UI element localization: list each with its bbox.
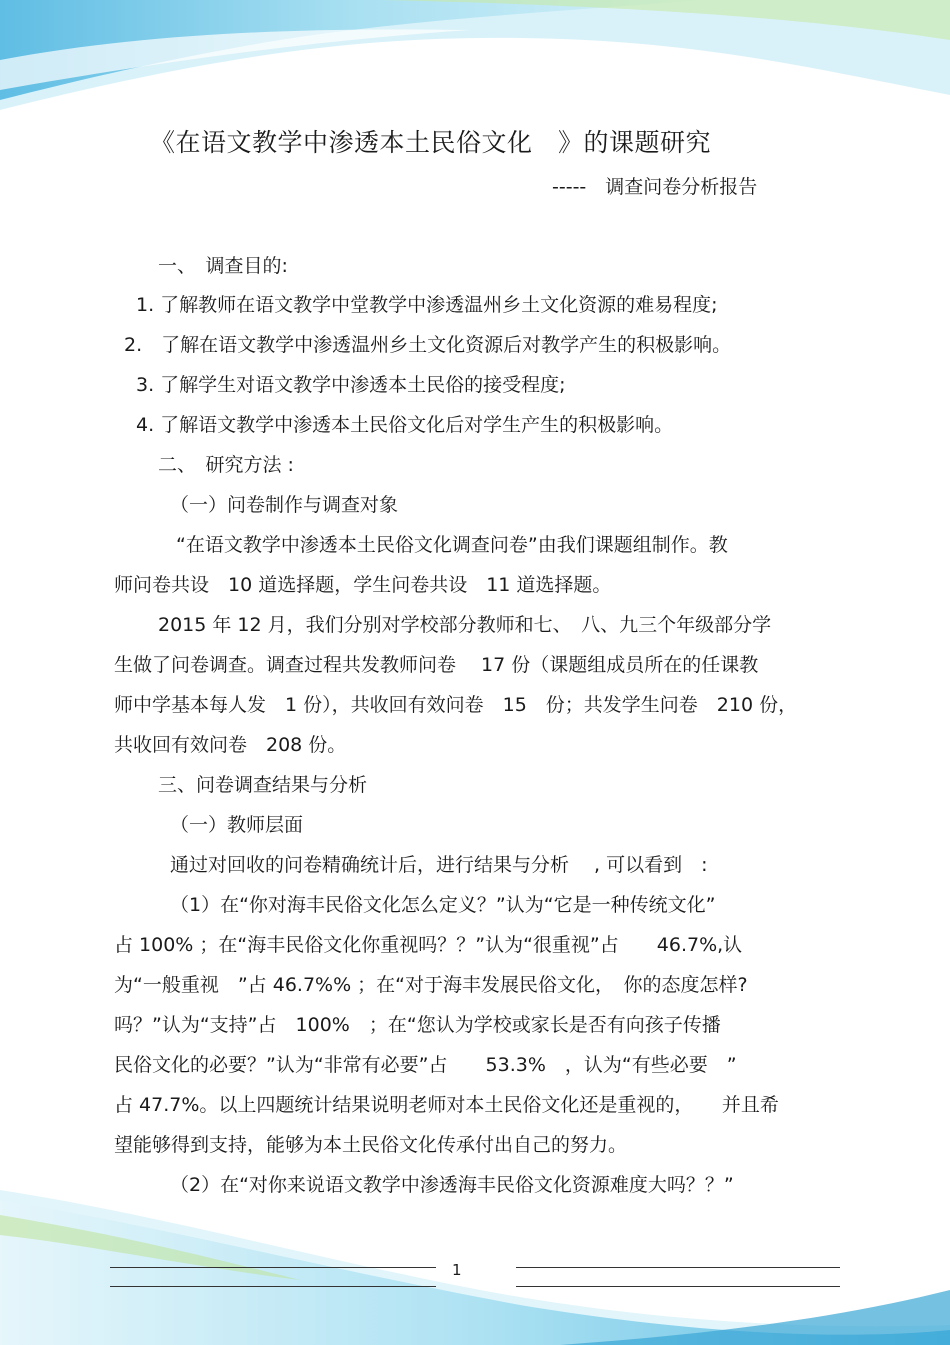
paragraph-line: 师中学基本每人发 1 份），共收回有效问卷 15 份；共发学生问卷 210 份，	[114, 694, 798, 716]
section-heading-3: 三、问卷调查结果与分析	[158, 774, 368, 796]
paragraph-line: 师问卷共设 10 道选择题，学生问卷共设 11 道选择题。	[114, 574, 612, 596]
footer-rule-right-top	[516, 1267, 840, 1268]
list-item: 2. 了解在语文教学中渗透温州乡土文化资源后对教学产生的积极影响。	[124, 334, 732, 356]
document-subtitle: ----- 调查问卷分析报告	[552, 176, 758, 198]
document-title: 《在语文教学中渗透本土民俗文化 》的课题研究	[150, 128, 712, 157]
list-item: 3. 了解学生对语文教学中渗透本土民俗的接受程度;	[136, 374, 566, 396]
paragraph-line: 占 100% ；在“海丰民俗文化你重视吗？？”认为“很重视”占 46.7%,认	[114, 934, 743, 956]
subsection-heading: （一）问卷制作与调查对象	[170, 494, 399, 516]
footer-rule-right-bottom	[516, 1286, 840, 1287]
list-item: 1. 了解教师在语文教学中堂教学中渗透温州乡土文化资源的难易程度;	[136, 294, 718, 316]
page-number: 1	[452, 1261, 462, 1279]
footer-rule-left-top	[110, 1267, 436, 1268]
paragraph-line: 生做了问卷调查。调查过程共发教师问卷 17 份（课题组成员所在的任课教	[114, 654, 759, 676]
paragraph-line: 望能够得到支持，能够为本土民俗文化传承付出自己的努力。	[114, 1134, 628, 1156]
paragraph-line: 民俗文化的必要？”认为“非常有必要”占 53.3% ，认为“有些必要 ”	[114, 1054, 737, 1076]
paragraph-line: （2）在“对你来说语文教学中渗透海丰民俗文化资源难度大吗？？”	[170, 1174, 734, 1196]
paragraph-line: 吗？”认为“支持”占 100% ；在“您认为学校或家长是否有向孩子传播	[114, 1014, 721, 1036]
list-item: 4. 了解语文教学中渗透本土民俗文化后对学生产生的积极影响。	[136, 414, 674, 436]
paragraph-line: （1）在“你对海丰民俗文化怎么定义？”认为“它是一种传统文化”	[170, 894, 716, 916]
subsection-heading: （一）教师层面	[170, 814, 304, 836]
section-heading-1: 一、 调查目的:	[158, 255, 288, 277]
paragraph-line: 通过对回收的问卷精确统计后，进行结果与分析 , 可以看到 :	[170, 854, 708, 876]
footer-rule-left-bottom	[110, 1286, 436, 1287]
section-heading-2: 二、 研究方法 :	[158, 454, 294, 476]
paragraph-line: 2015 年 12 月，我们分别对学校部分教师和七、 八、九三个年级部分学	[158, 614, 772, 636]
paragraph-line: “在语文教学中渗透本土民俗文化调查问卷”由我们课题组制作。教	[176, 534, 728, 556]
paragraph-line: 占 47.7%。以上四题统计结果说明老师对本土民俗文化还是重视的， 并且希	[114, 1094, 779, 1116]
paragraph-line: 为“一般重视 ”占 46.7%% ；在“对于海丰发展民俗文化， 你的态度怎样?	[114, 974, 748, 996]
paragraph-line: 共收回有效问卷 208 份。	[114, 734, 347, 756]
